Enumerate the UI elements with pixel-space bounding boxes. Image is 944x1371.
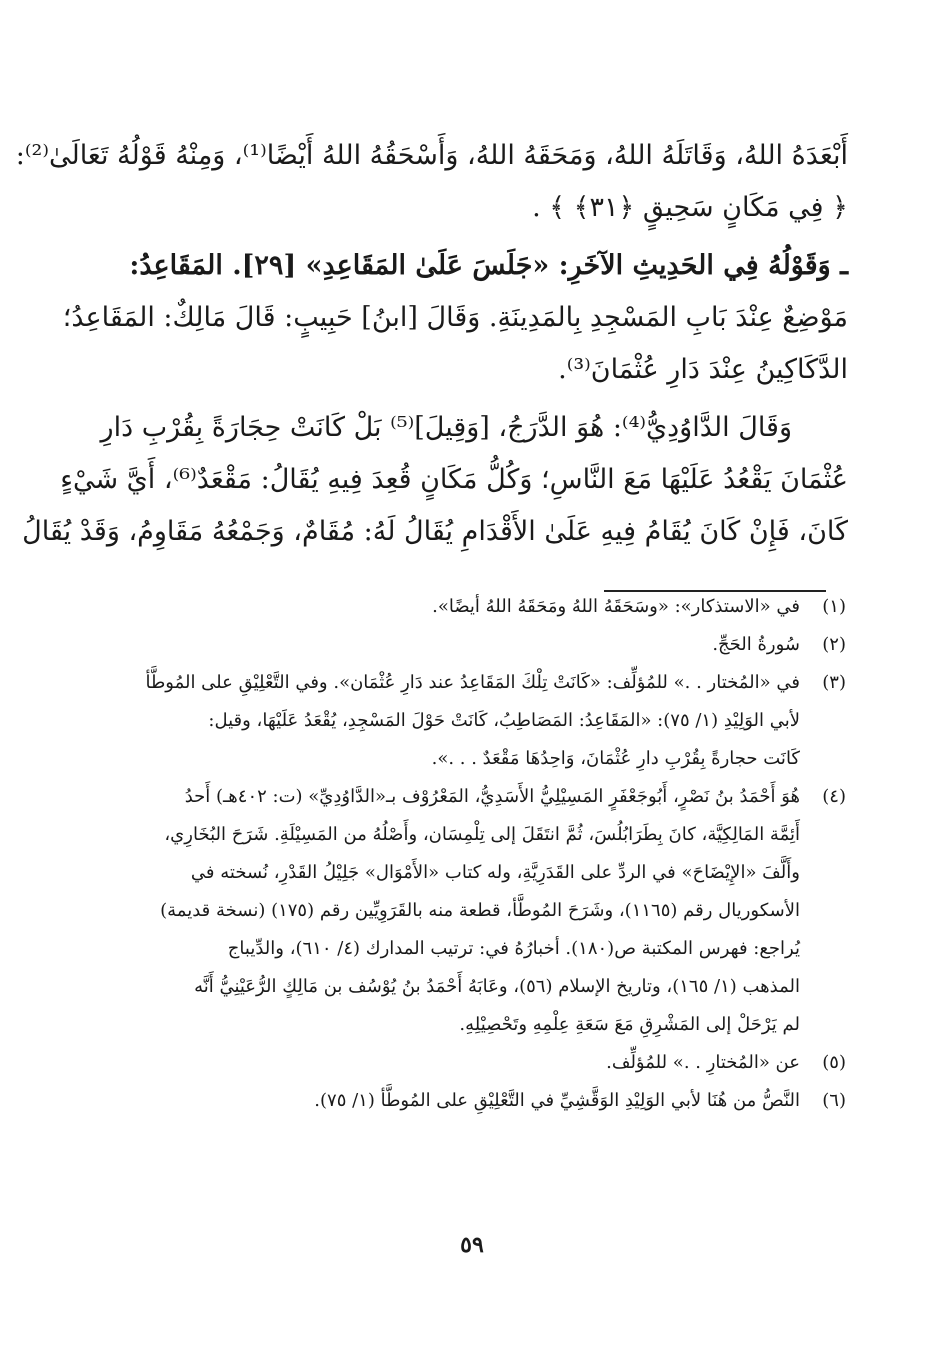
main-line: الدَّكَاكِينُ عِنْدَ دَارِ عُثْمَانَ⁽³⁾. <box>558 354 848 385</box>
footnote-line: في «الاستذكار»: «وسَحَقَهُ اللهُ ومَحَقَهُ اللهُ أيضًا». <box>432 596 800 617</box>
footnote-line: سُورةُ الحَجِّ. <box>712 634 800 655</box>
footnote <box>96 778 846 1044</box>
main-text <box>15 130 848 558</box>
footnote-number: (٤) <box>822 786 846 807</box>
footnote-number: (٣) <box>822 672 846 693</box>
footnote <box>96 588 846 626</box>
page-number: ٥٩ <box>460 1232 484 1258</box>
quran-verse: ﴿ فِي مَكَانٍ سَحِيقٍ ﴿٣١﴾ ﴾ . <box>532 192 848 223</box>
footnote-line: لأبي الوَلِيْدِ (١/ ٧٥): «المَقَاعِدُ: المَصَاطِبُ، كَانَتْ حَوْلَ المَسْجِدِ، يُقْعَدُ عَلَيْهَا، وقيل: <box>208 710 800 731</box>
footnote-line: النَّصُّ من هُنَا لأبي الوَلِيْدِ الوَقَّشِيِّ في التَّعْلِيْقِ على المُوطَّأ (١/ ٧٥). <box>314 1090 800 1111</box>
main-line: كَانَ، فَإِنْ كَانَ يُقَامُ فِيهِ عَلَىٰ الأَقْدَامِ يُقَالُ لَهُ: مُقَامٌ، وَجَمْعُهُ مَقَاوِمُ، وَقَدْ يُقَالُ <box>22 516 848 547</box>
main-line: أَبْعَدَهُ اللهُ، وَقَاتَلَهُ اللهُ، وَمَحَقَهُ اللهُ، وَأَسْحَقُهُ اللهُ أَيْضًا⁽¹⁾، وَمِنْهُ قَوْلُهُ تَعَالَىٰ⁽²⁾: <box>15 140 848 171</box>
footnote-line: المذهب (١/ ١٦٥)، وتاريخ الإسلام (٥٦)، وعَابَهُ أَحْمَدُ بنُ يُوْسُف بن مَالِكٍ الرُّعَيْنِيُّ أَنَّه <box>194 976 800 997</box>
footnote-line: أَئِمَّة المَالِكِيَّة، كانَ بِطَرَابُلُسَ، ثُمَّ انتَقَلَ إلى تِلْمِسَان، وأَصْلُهُ من المَسِيْلَةِ. شَرَحَ البُخَارِي، <box>164 824 800 845</box>
footnote <box>96 664 846 778</box>
footnote-line: هُوَ أَحْمَدُ بنُ نَصْرٍ، أَبُوجَعْفَرٍ المَسِيْلِيُّ الأَسَدِيُّ، المَعْرُوْف بـ«الدَّاوُدِيِّ» (ت: ٤٠٢هـ) أَحدُ <box>184 786 800 807</box>
main-line: عُثْمَانَ يَقْعُدُ عَلَيْهَا مَعَ النَّاسِ؛ وَكُلُّ مَكَانٍ قُعِدَ فِيهِ يُقَالُ: مَقْعَدٌ⁽⁶⁾، أَيَّ شَيْءٍ <box>60 464 848 495</box>
footnote <box>96 1044 846 1082</box>
main-line: مَوْضِعٌ عِنْدَ بَابِ المَسْجِدِ بِالمَدِينَةِ. وَقَالَ [ابنُ] حَبِيبٍ: قَالَ مَالِكٌ: المَقَاعِدُ؛ <box>62 302 848 333</box>
footnote <box>96 626 846 664</box>
footnote-line: في «المُختار . .» للمُؤلِّف: «كَانَتْ تِلْكَ المَقَاعِدُ عند دَارِ عُثْمَان». وفي التَّعْلِيْقِ على المُوطَّأ <box>145 672 800 693</box>
main-line: ـ وَقَوْلُهُ فِي الحَدِيثِ الآخَرِ: «جَلَسَ عَلَىٰ المَقَاعِدِ» [٢٩]. المَقَاعِدُ: <box>129 250 848 281</box>
footnote-number: (١) <box>822 596 846 617</box>
footnote-number: (٥) <box>822 1052 846 1073</box>
footnote-line: كَانَت حجارةً بِقُرْبِ دارِ عُثْمَانَ، وَاحِدُهَا مَقْعَدٌ . . .». <box>431 748 800 769</box>
footnote-number: (٦) <box>822 1090 846 1111</box>
main-line: وَقَالَ الدَّاوُدِيُّ⁽⁴⁾: هُوَ الدَّرَجُ، [وَقِيلَ]⁽⁵⁾ بَلْ كَانَتْ حِجَارَةً بِقُرْبِ دَارِ <box>100 412 792 443</box>
footnote-line: عن «المُختارِ . .» للمُؤلِّف. <box>606 1052 800 1073</box>
footnote <box>96 1082 846 1120</box>
footnote-line: وأَلَّفَ «الإِيْضَاحَ» في الردِّ على القَدَرِيَّةِ، وله كتاب «الأَمْوَال» جَلِيْلُ القَدْرِ، نُسخته في <box>190 862 800 883</box>
footnotes <box>96 588 846 1120</box>
footnote-number: (٢) <box>822 634 846 655</box>
footnote-line: لم يَرْحَلْ إلى المَشْرِقِ مَعَ سَعَةِ عِلْمِهِ وتَحْصِيْلِهِ. <box>459 1014 800 1035</box>
footnote-line: الأسكوريال رقم (١١٦٥)، وشَرَحَ المُوطَّأ، قطعة منه بالقَرَوِيِّين رقم (١٧٥) (نسخة قديمة) <box>160 900 800 921</box>
footnote-line: يُراجع: فهرس المكتبة ص(١٨٠). أخبارُهُ في: ترتيب المدارك (٤/ ٦١٠)، والدِّيباج <box>227 938 800 959</box>
